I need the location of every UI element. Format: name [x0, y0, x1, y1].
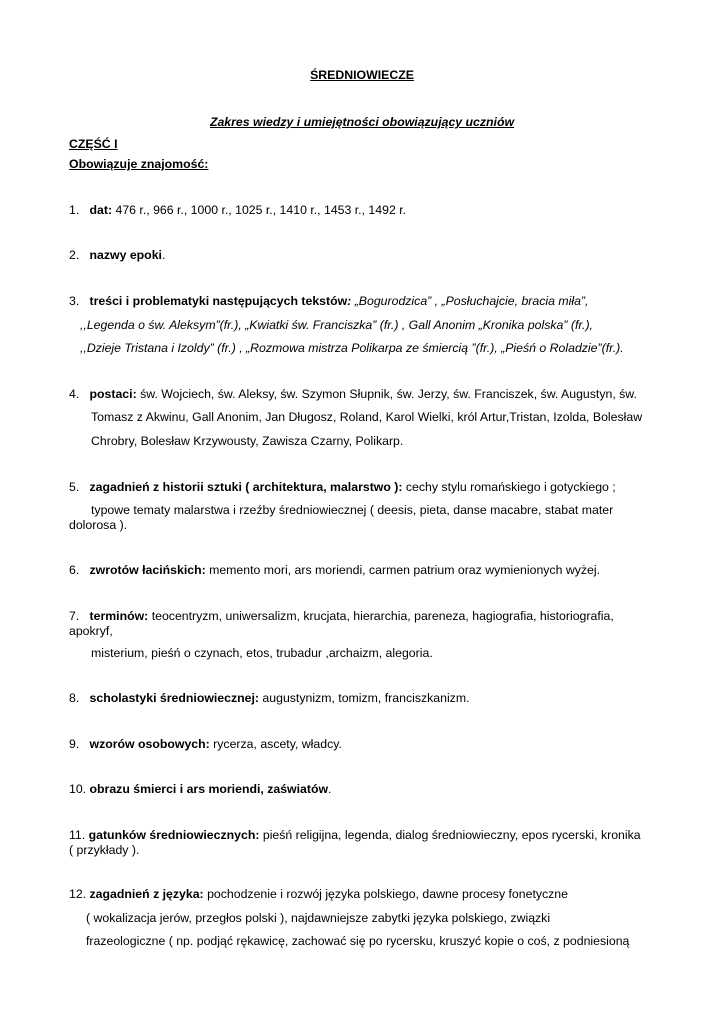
item-number: 10. — [69, 782, 87, 796]
item-label: zwrotów łacińskich: — [89, 563, 206, 577]
item-text: pochodzenie i rozwój języka polskiego, dawne procesy fonetyczne — [203, 887, 568, 901]
item-text: . — [328, 782, 332, 796]
item-label: gatunków średniowiecznych: — [88, 828, 260, 842]
item-text: św. Wojciech, św. Aleksy, św. Szymon Słupnik, św. Jerzy, św. Franciszek, św. Augustyn, św. — [136, 387, 637, 401]
list-item-7 — [69, 609, 614, 624]
item-label: obrazu śmierci i ars moriendi, zaświatów — [89, 782, 329, 796]
item-number: 9. — [69, 737, 80, 751]
list-item-11-line-2: ( przykłady ). — [69, 843, 140, 857]
item-text: . — [161, 248, 166, 262]
list-item-5-line-2: typowe tematy malarstwa i rzeźby średniowiecznej ( deesis, pieta, danse macabre, stabat mater — [91, 503, 614, 517]
document-subtitle: Zakres wiedzy i umiejętności obowiązujący uczniów — [209, 115, 515, 129]
item-label: treści i problematyki następujących tekstów — [89, 294, 348, 308]
item-text: rycerza, ascety, władcy. — [209, 737, 342, 751]
item-label: scholastyki średniowiecznej: — [89, 691, 260, 705]
list-item-3-line-3: ,,Dzieje Tristana i Izoldy” (fr.) , „Rozmowa mistrza Polikarpa ze śmiercią ”(fr.), „Pieśń o Roladzie”(fr.). — [80, 341, 624, 355]
list-item-5-line-3: dolorosa ). — [69, 518, 128, 532]
item-number: 4. — [69, 387, 80, 401]
item-text: cechy stylu romańskiego i gotyckiego ; — [402, 480, 616, 494]
item-number: 2. — [69, 248, 80, 262]
item-number: 6. — [69, 563, 80, 577]
list-item-7-line-2: apokryf, — [69, 624, 113, 638]
item-text: „Bogurodzica” , „Posłuchajcie, bracia miła”, — [351, 294, 589, 308]
list-item-12 — [69, 887, 568, 902]
list-item-6 — [69, 563, 600, 578]
item-text: memento mori, ars moriendi, carmen patrium oraz wymienionych wyżej. — [205, 563, 600, 577]
list-item-3 — [69, 294, 588, 309]
list-item-10 — [69, 782, 331, 797]
document-title: ŚREDNIOWIECZE — [310, 68, 414, 82]
list-item-12-line-3: frazeologiczne ( np. podjąć rękawicę, zachować się po rycersku, kruszyć kopie o coś, z podniesioną — [86, 934, 630, 948]
item-number: 11. — [69, 828, 86, 842]
item-label: terminów: — [89, 609, 149, 623]
item-label: nazwy epoki — [89, 248, 162, 262]
list-item-7-line-3: misterium, pieśń o czynach, etos, trubadur ,archaizm, alegoria. — [91, 646, 433, 660]
list-item-12-line-2: ( wokalizacja jerów, przegłos polski ), najdawniejsze zabytki języka polskiego, związki — [86, 911, 551, 925]
item-text: 476 r., 966 r., 1000 r., 1025 r., 1410 r., 1453 r., 1492 r. — [112, 203, 407, 217]
item-text: pieśń religijna, legenda, dialog średniowieczny, epos rycerski, kronika — [259, 828, 641, 842]
item-number: 7. — [69, 609, 80, 623]
list-item-9 — [69, 737, 342, 752]
item-label: wzorów osobowych: — [89, 737, 210, 751]
item-label-colon: : — [347, 294, 352, 308]
list-item-11 — [69, 828, 641, 843]
list-item-4-line-2: Tomasz z Akwinu, Gall Anonim, Jan Długosz, Roland, Karol Wielki, król Artur,Tristan, Izolda, Bolesław — [91, 410, 643, 424]
list-item-5 — [69, 480, 616, 495]
item-label: zagadnień z języka: — [89, 887, 204, 901]
item-text: augustynizm, tomizm, franciszkanizm. — [259, 691, 470, 705]
item-number: 8. — [69, 691, 80, 705]
item-number: 3. — [69, 294, 80, 308]
part-heading: CZĘŚĆ I — [69, 137, 118, 151]
list-item-4-line-3: Chrobry, Bolesław Krzywousty, Zawisza Czarny, Polikarp. — [91, 434, 404, 448]
item-number: 12. — [69, 887, 87, 901]
list-item-3-line-2: ,,Legenda o św. Aleksym”(fr.), „Kwiatki św. Franciszka” (fr.) , Gall Anonim „Kronika polska” (fr.), — [80, 318, 593, 332]
list-item-1 — [69, 203, 406, 218]
item-text: teocentryzm, uniwersalizm, krucjata, hierarchia, pareneza, hagiografia, historiografia, — [148, 609, 614, 623]
item-label: dat: — [89, 203, 113, 217]
list-item-8 — [69, 691, 470, 706]
list-item-2 — [69, 248, 165, 263]
item-number: 5. — [69, 480, 80, 494]
item-number: 1. — [69, 203, 80, 217]
item-label: postaci: — [89, 387, 137, 401]
item-label: zagadnień z historii sztuki ( architektura, malarstwo ): — [89, 480, 403, 494]
list-item-4 — [69, 387, 637, 402]
intro-heading: Obowiązuje znajomość: — [69, 157, 209, 171]
